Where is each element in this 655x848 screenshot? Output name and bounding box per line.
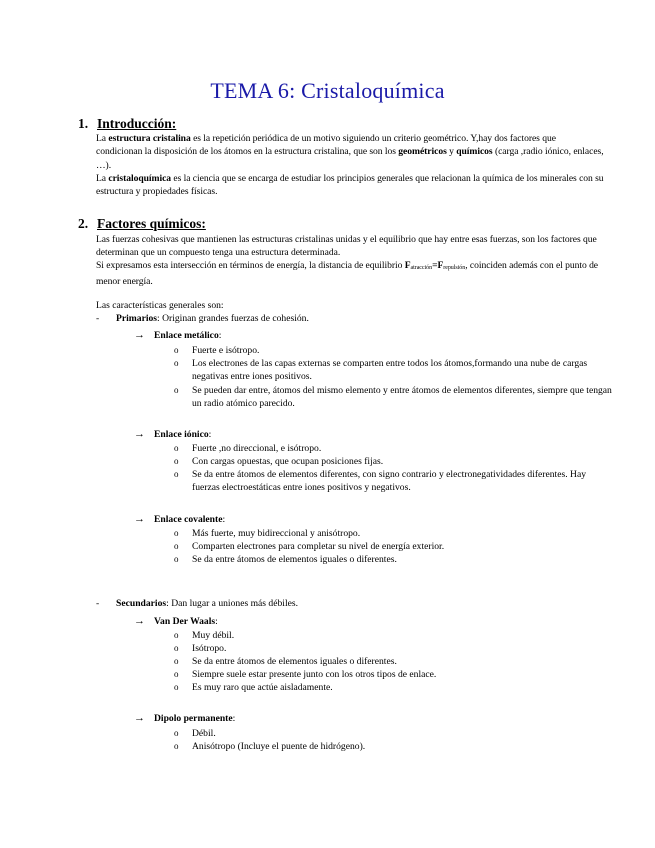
enlace-covalente-heading: → Enlace covalente: (134, 513, 226, 525)
arrow-icon: → (134, 712, 145, 724)
dash-marker: - (96, 313, 100, 324)
bullet-icon: o (174, 345, 179, 355)
enlace-ionico-heading: → Enlace iónico: (134, 428, 212, 440)
list-item: o Más fuerte, muy bidireccional y anisótropo. (174, 528, 361, 539)
bullet-icon: o (174, 643, 179, 653)
arrow-icon: → (134, 329, 145, 341)
bullet-icon: o (174, 554, 179, 564)
list-item: o Siempre suele estar presente junto con los otros tipos de enlace. (174, 669, 437, 680)
bullet-icon: o (174, 669, 179, 679)
section-2-heading: 2. Factores químicos: (78, 216, 206, 231)
list-item: o Isótropo. (174, 643, 227, 654)
list-item: o Los electrones de las capas externas se comparten entre todos los átomos,formando una nube de cargas negativas entre iones positivos. (174, 358, 588, 383)
van-der-waals-heading: → Van Der Waals: (134, 615, 218, 627)
bullet-icon: o (174, 443, 179, 453)
section-2-paragraph-1: Las fuerzas cohesivas que mantienen las estructuras cristalinas unidas y el equilibrio que hay entre esas fuerzas, son los factores que determinan que un compuesto tenga una estructura determinada. (96, 234, 597, 259)
list-item: o Fuerte e isótropo. (174, 345, 260, 356)
bullet-icon: o (174, 630, 179, 640)
arrow-icon: → (134, 615, 145, 627)
page-title: TEMA 6: Cristaloquímica (210, 78, 445, 103)
primarios-line: Primarios: Originan grandes fuerzas de cohesión. (116, 313, 309, 324)
list-item: o Se da entre átomos de elementos iguales o diferentes. (174, 554, 397, 565)
enlace-metalico-heading: → Enlace metálico: (134, 329, 222, 341)
bullet-icon: o (174, 358, 179, 368)
arrow-icon: → (134, 428, 145, 440)
bullet-icon: o (174, 528, 179, 538)
bullet-icon: o (174, 682, 179, 692)
list-item: o Es muy raro que actúe aisladamente. (174, 682, 333, 693)
section-2-paragraph-2: Si expresamos esta intersección en términos de energía, la distancia de equilibrio $F_{atracción}=F_{repulsión}$, coinciden además con el punto de menor energía. (96, 260, 599, 288)
list-item: o Fuerte ,no direccional, e isótropo. (174, 443, 322, 454)
list-item: o Con cargas opuestas, que ocupan posiciones fijas. (174, 456, 384, 467)
characteristics-intro: Las características generales son: (96, 300, 224, 311)
list-item: o Se da entre átomos de elementos diferentes, con signo contrario y electronegatividades diferentes. Hay fuerzas electroestáticas entre iones positivos y negativos. (174, 469, 586, 494)
section-1-paragraph-2: La cristaloquímica es la ciencia que se encarga de estudiar los principios generales que relacionan la química de los minerales con su estructura y propiedades físicas. (96, 173, 604, 198)
bullet-icon: o (174, 385, 179, 395)
bullet-icon: o (174, 656, 179, 666)
bullet-icon: o (174, 456, 179, 466)
section-1-heading: 1. Introducción: (78, 116, 177, 131)
bullet-icon: o (174, 741, 179, 751)
bullet-icon: o (174, 469, 179, 479)
list-item: o Anisótropo (Incluye el puente de hidrógeno). (174, 741, 366, 752)
secundarios-line: Secundarios: Dan lugar a uniones más débiles. (116, 598, 299, 609)
arrow-icon: → (134, 513, 145, 525)
list-item: o Se da entre átomos de elementos iguales o diferentes. (174, 656, 397, 667)
dipolo-permanente-heading: → Dipolo permanente: (134, 712, 236, 724)
bullet-icon: o (174, 541, 179, 551)
list-item: o Muy débil. (174, 630, 235, 641)
list-item: o Débil. (174, 728, 216, 739)
dash-marker: - (96, 598, 100, 609)
bullet-icon: o (174, 728, 179, 738)
list-item: o Se pueden dar entre, átomos del mismo elemento y entre átomos de elementos diferentes, siempre que tengan un radio atómico parecido. (174, 385, 612, 410)
list-item: o Comparten electrones para completar su nivel de energía exterior. (174, 541, 445, 552)
section-1-paragraph-1: La estructura cristalina es la repetición periódica de un motivo siguiendo un criterio geométrico. Y,hay dos factores que condicionan la disposición de los átomos en la estructura cristalina, que son los geométricos y químicos (carga ,radio iónico, enlaces, …). (96, 133, 604, 171)
